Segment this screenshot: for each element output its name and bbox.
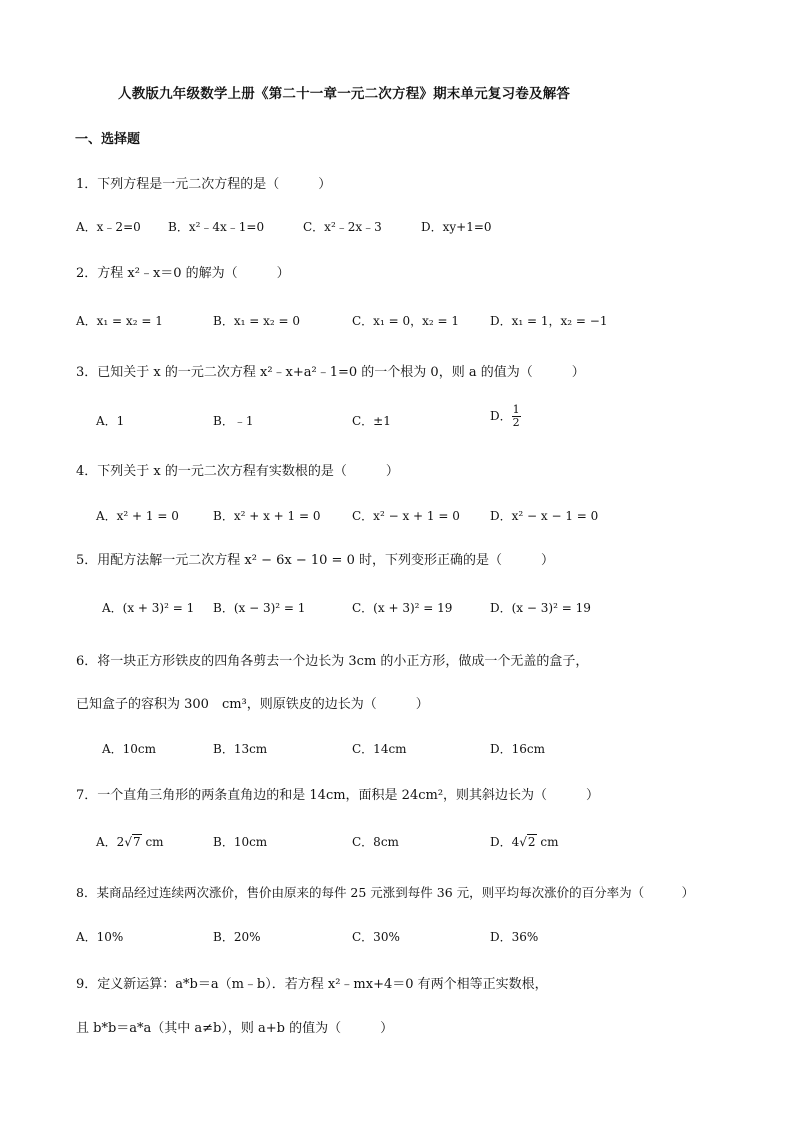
q2-option-c: C．x₁ = 0，x₂ = 1 — [352, 314, 459, 328]
q2-option-d: D．x₁ = 1，x₂ = −1 — [490, 314, 608, 328]
question-1-stem: 1．下列方程是一元二次方程的是（ ） — [76, 177, 332, 192]
q8-option-d: D．36% — [490, 930, 539, 944]
q3-option-b: B．﹣1 — [213, 414, 254, 428]
q3-option-d — [490, 404, 521, 429]
q2-option-b: B．x₁ = x₂ = 0 — [213, 314, 300, 328]
q4-option-d: D．x² − x − 1 = 0 — [490, 509, 599, 523]
q6-option-b: B．13cm — [213, 742, 268, 756]
section-heading: 一、选择题 — [75, 132, 141, 147]
q3-option-c: C．±1 — [352, 414, 391, 428]
q3-fraction: $\frac{1}{2}$ — [512, 403, 520, 429]
q4-option-b: B．x² + x + 1 = 0 — [213, 509, 321, 523]
q1-option-d: D．xy+1=0 — [421, 220, 492, 234]
question-2-stem: 2．方程 x²﹣x＝0 的解为（ ） — [76, 266, 290, 281]
question-4-stem: 4．下列关于 x 的一元二次方程有实数根的是（ ） — [76, 464, 399, 479]
q4-option-c: C．x² − x + 1 = 0 — [352, 509, 460, 523]
q8-option-a: A．10% — [76, 930, 124, 944]
q7-option-d: D．4√2 cm — [490, 835, 559, 849]
question-9-stem-line2: 且 b*b＝a*a（其中 a≠b），则 a+b 的值为（ ） — [76, 1021, 394, 1036]
q7-option-a: A．2√7 cm — [96, 835, 164, 849]
q5-option-b: B．(x − 3)² = 1 — [213, 601, 306, 615]
q7-option-b: B．10cm — [213, 835, 268, 849]
q7-option-c: C．8cm — [352, 835, 399, 849]
question-6-stem: 6．将一块正方形铁皮的四角各剪去一个边长为 3cm 的小正方形，做成一个无盖的盒子， — [76, 654, 589, 669]
q5-option-a: A．(x + 3)² = 1 — [102, 601, 195, 615]
q4-option-a: A．x² + 1 = 0 — [96, 509, 179, 523]
question-3-stem: 3．已知关于 x 的一元二次方程 x²﹣x+a²﹣1=0 的一个根为 0，则 a 的值为（ ） — [76, 365, 585, 380]
question-8-stem: 8．某商品经过连续两次涨价，售价由原来的每件 25 元涨到每件 36 元，则平均每次涨价的百分率为（ ） — [76, 885, 695, 900]
q1-option-a: A．x﹣2=0 — [76, 220, 141, 234]
q6-option-d: D．16cm — [490, 742, 545, 756]
q1-option-c: C．x²﹣2x﹣3 — [303, 220, 382, 234]
document-title: 人教版九年级数学上册《第二十一章一元二次方程》期末单元复习卷及解答 — [118, 86, 571, 102]
q3-option-a: A．1 — [96, 414, 125, 428]
q8-option-b: B．20% — [213, 930, 261, 944]
q8-option-c: C．30% — [352, 930, 400, 944]
question-6-stem-line2: 已知盒子的容积为 300 cm³，则原铁皮的边长为（ ） — [76, 697, 429, 712]
question-7-stem: 7．一个直角三角形的两条直角边的和是 14cm，面积是 24cm²，则其斜边长为（ ） — [76, 788, 600, 803]
q2-option-a: A．x₁ = x₂ = 1 — [76, 314, 163, 328]
q5-option-d: D．(x − 3)² = 19 — [490, 601, 591, 615]
q5-option-c: C．(x + 3)² = 19 — [352, 601, 453, 615]
question-5-stem: 5．用配方法解一元二次方程 x² − 6x − 10 = 0 时，下列变形正确的是（ ） — [76, 553, 554, 568]
q3-option-d-label: D． — [490, 409, 512, 423]
q1-option-b: B．x²﹣4x﹣1=0 — [168, 220, 265, 234]
q6-option-a: A．10cm — [102, 742, 157, 756]
q6-option-c: C．14cm — [352, 742, 407, 756]
question-9-stem: 9．定义新运算：a*b＝a（m﹣b）．若方程 x²﹣mx+4＝0 有两个相等正实数根， — [76, 977, 548, 992]
